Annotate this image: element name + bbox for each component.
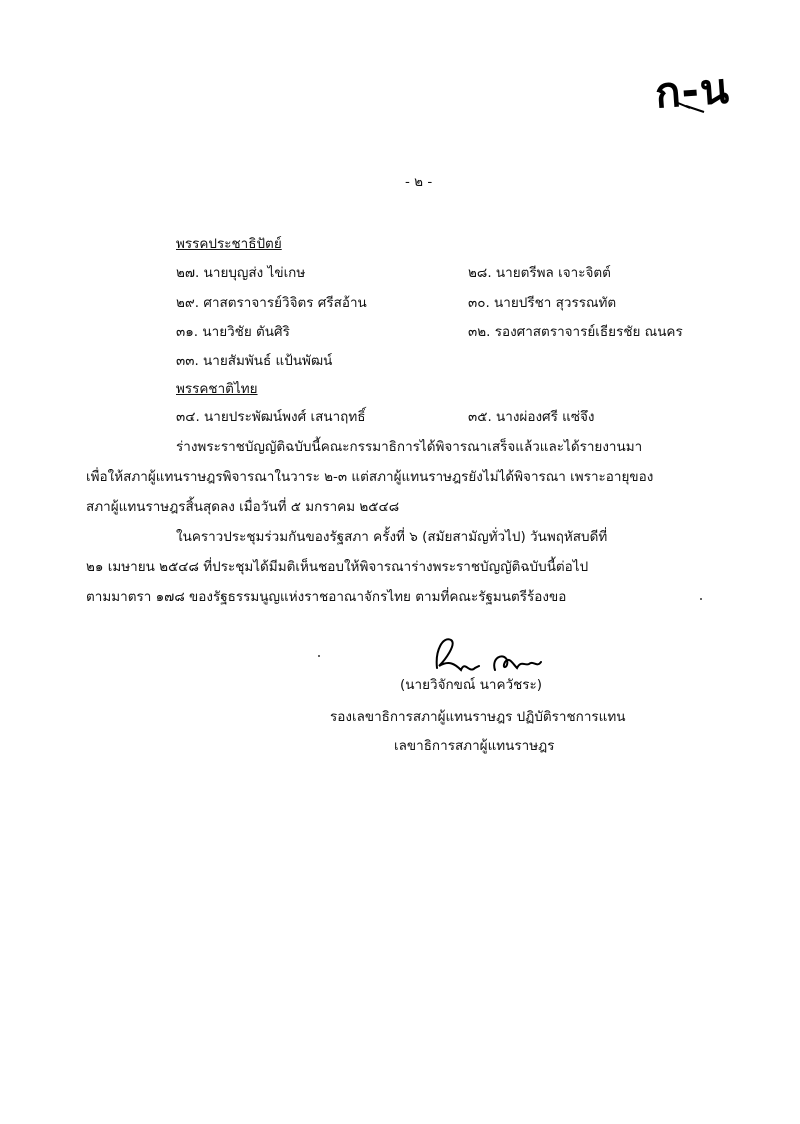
- member-28: ๒๘. นายตรีพล เจาะจิตต์: [468, 265, 611, 281]
- handwritten-signature: [425, 630, 555, 680]
- member-33: ๓๓. นายสัมพันธ์ แป้นพัฒน์: [176, 353, 333, 369]
- member-30: ๓๐. นายปรีชา สุวรรณทัต: [468, 295, 617, 311]
- member-29: ๒๙. ศาสตราจารย์วิจิตร ศรีสอ้าน: [176, 295, 367, 311]
- member-35: ๓๕. นางผ่องศรี แซ่จึง: [468, 409, 595, 425]
- paragraph1-line3: สภาผู้แทนราษฎรสิ้นสุดลง เมื่อวันที่ ๕ มกราคม ๒๕๔๘: [86, 499, 400, 515]
- member-31: ๓๑. นายวิชัย ตันศิริ: [176, 324, 290, 340]
- member-32: ๓๒. รองศาสตราจารย์เธียรชัย ณนคร: [468, 324, 683, 340]
- member-34: ๓๔. นายประพัฒน์พงศ์ เสนาฤทธิ์: [176, 409, 366, 425]
- scan-speck: [318, 655, 320, 657]
- paragraph1-line2: เพื่อให้สภาผู้แทนราษฎรพิจารณาในวาระ ๒-๓ แต่สภาผู้แทนราษฎรยังไม่ได้พิจารณา เพราะอายุของ: [86, 469, 654, 485]
- paragraph2-line1: ในคราวประชุมร่วมกันของรัฐสภา ครั้งที่ ๖ (สมัยสามัญทั่วไป) วันพฤหัสบดีที่: [176, 529, 608, 545]
- paragraph1-line1: ร่างพระราชบัญญัติฉบับนี้คณะกรรมาธิการได้พิจารณาเสร็จแล้วและได้รายงานมา: [176, 439, 643, 455]
- party-name-democrat: พรรคประชาธิปัตย์: [176, 236, 282, 252]
- signer-title-line1: รองเลขาธิการสภาผู้แทนราษฎร ปฏิบัติราชการแทน: [330, 709, 626, 725]
- corner-mark: ก-น: [653, 63, 732, 118]
- scan-speck: [700, 598, 702, 600]
- page-number: - ๒ -: [405, 174, 433, 190]
- signer-name: (นายวิจักขณ์ นาควัชระ): [400, 677, 543, 693]
- paragraph2-line2: ๒๑ เมษายน ๒๕๔๘ ที่ประชุมได้มีมติเห็นชอบให้พิจารณาร่างพระราชบัญญัติฉบับนี้ต่อไป: [86, 559, 589, 575]
- party-name-chartthai: พรรคชาติไทย: [176, 381, 258, 397]
- signer-title-line2: เลขาธิการสภาผู้แทนราษฎร: [394, 738, 555, 754]
- corner-mark-underline: [676, 100, 706, 114]
- paragraph2-line3: ตามมาตรา ๑๗๘ ของรัฐธรรมนูญแห่งราชอาณาจักรไทย ตามที่คณะรัฐมนตรีร้องขอ: [86, 589, 567, 605]
- member-27: ๒๗. นายบุญส่ง ไข่เกษ: [176, 265, 306, 281]
